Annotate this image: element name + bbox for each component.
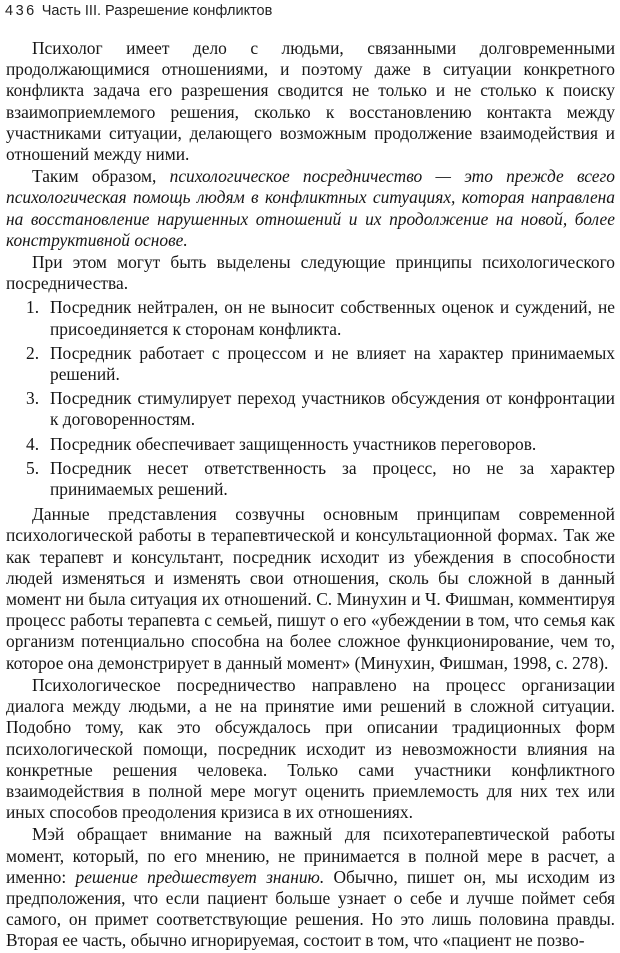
may-lead: Мэй обращает внимание на важный для психотерапевтической работы момент, который, по его мнению, не принимается в полной мере в расчет, а именно: bbox=[6, 824, 615, 887]
running-title: Часть III. Разрешение конфликтов bbox=[41, 3, 273, 19]
list-item-text: Посредник обеспечивает защищенность участников переговоров. bbox=[50, 433, 537, 454]
list-item-number: 5. bbox=[26, 457, 40, 478]
list-item-number: 2. bbox=[26, 342, 40, 363]
paragraph-psychologist: Психолог имеет дело с людьми, связанными долговременными продолжающимися отношениями, и поэтому даже в ситуации конкретного конфликта задача его разрешения сводится не только и не столько к поиску взаимоприемлемого решения, сколько к восстановлению контакта между участниками ситуации, делающего возможным продолжение взаимодействия и отношений между ними. bbox=[6, 38, 615, 165]
paragraph-may bbox=[0, 824, 620, 951]
paragraph-dialogue: Психологическое посредничество направлено на процесс организации диалога между людьми, а не на принятие ими решений в сложной ситуации. Подобно тому, как это обсуждалось при описании традиционных форм психологической помощи, посредник исходит из невозможности влияния на конкретные решения человека. Только сами участники конфликтного взаимодействия в полной мере могут оценить приемлемость для них тех или иных способов преодоления кризиса в их отношениях. bbox=[6, 674, 615, 823]
list-item-text: Посредник работает с процессом и не влияет на характер принимаемых решений. bbox=[50, 342, 615, 385]
page-body bbox=[0, 38, 620, 953]
paragraph-therapy-parallels: Данные представления созвучны основным принципам современной психологической работы в терапевтической и консультационной формах. Так же как терапевт и консультант, посредник исходит из убеждения в способности людей изменяться и изменять свои отношения, сколь бы сложной в данный момент ни была ситуация их отношений. С. Минухин и Ч. Фишман, комментируя процесс работы терапевта с семьей, пишут о его «убеждении в том, что семья как организм потенциально способна на более сложное функционирование, чем то, которое она демонстрирует в данный момент» (Минухин, Фишман, 1998, с. 278). bbox=[6, 504, 615, 673]
may-emphasis: решение предшествует знанию. bbox=[75, 866, 325, 887]
list-item bbox=[0, 343, 620, 385]
paragraph-principles-intro: При этом могут быть выделены следующие принципы психологического посредничества. bbox=[6, 252, 615, 294]
definition-emphasis: психологическое посредничество — это прежде всего психологическая помощь людям в конфликтных ситуациях, которая направлена на восстановление нарушенных отношений и их продолжение на новой, более конструктивной основе. bbox=[6, 166, 615, 250]
principles-list bbox=[0, 297, 620, 500]
list-item bbox=[0, 297, 620, 339]
paragraph-definition bbox=[0, 166, 620, 251]
list-item bbox=[0, 434, 620, 455]
list-item-number: 4. bbox=[26, 433, 40, 454]
list-item-number: 1. bbox=[26, 297, 40, 318]
list-item bbox=[0, 388, 620, 430]
list-item-number: 3. bbox=[26, 388, 40, 409]
may-tail: Обычно, пишет он, мы исходим из предположения, что если пациент больше узнает о себе и лучше поймет себя самого, он примет соответствующие решения. Но это лишь половина правды. Вторая ее часть, обычно игнорируемая, состоит в том, что «пациент не позво- bbox=[6, 866, 615, 951]
list-item-text: Посредник стимулирует переход участников обсуждения от конфронтации к договоренностям. bbox=[50, 388, 615, 430]
running-head bbox=[5, 2, 272, 20]
page-number: 436 bbox=[5, 3, 37, 19]
definition-lead: Таким образом, bbox=[32, 166, 170, 187]
list-item bbox=[0, 458, 620, 500]
list-item-text: Посредник несет ответственность за процесс, но не за характер принимаемых решений. bbox=[50, 457, 615, 500]
list-item-text: Посредник нейтрален, он не выносит собственных оценок и суждений, не присоединяется к сторонам конфликта. bbox=[50, 297, 615, 339]
